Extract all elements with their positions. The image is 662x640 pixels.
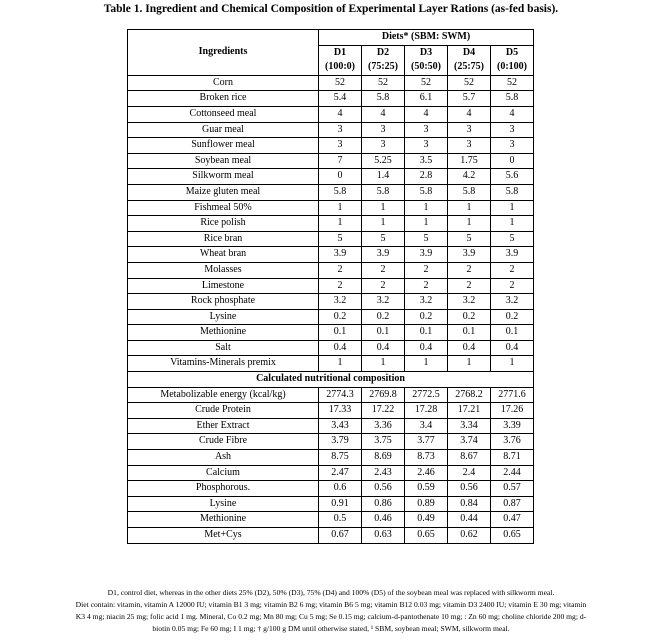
table-cell: 5: [319, 231, 362, 247]
table-cell: 3: [319, 122, 362, 138]
table-cell: 0.4: [448, 340, 491, 356]
table-cell: 0.4: [362, 340, 405, 356]
nutrition-row: [128, 528, 534, 544]
ingredient-row: [128, 91, 534, 107]
table-cell: 8.71: [491, 450, 534, 466]
table-cell: 3.2: [448, 294, 491, 310]
table-cell: 4: [405, 106, 448, 122]
table-cell: 0.44: [448, 512, 491, 528]
nutrition-row-label: Ash: [128, 450, 319, 466]
table-cell: 1: [405, 200, 448, 216]
table-cell: 2: [448, 278, 491, 294]
table-cell: 1: [491, 356, 534, 372]
table-cell: 0.62: [448, 528, 491, 544]
nutrition-row-label: Crude Protein: [128, 403, 319, 419]
nutrition-row: [128, 512, 534, 528]
table-cell: 0.1: [362, 325, 405, 341]
nutrition-row-label: Crude Fibre: [128, 434, 319, 450]
table-cell: 0.46: [362, 512, 405, 528]
diet-code: D5: [505, 46, 519, 58]
ingredient-row-label: Methionine: [128, 325, 319, 341]
nutrition-row: [128, 450, 534, 466]
table-cell: 0.2: [405, 309, 448, 325]
table-cell: 5.7: [448, 91, 491, 107]
table-cell: 0.2: [491, 309, 534, 325]
table-cell: 0.91: [319, 496, 362, 512]
table-cell: 1: [319, 216, 362, 232]
diet-column-header: [319, 45, 362, 75]
table-cell: 2.47: [319, 465, 362, 481]
table-cell: 5.8: [319, 184, 362, 200]
table-cell: 3: [362, 138, 405, 154]
footnote-line: K3 4 mg; niacin 25 mg; folic acid 1 mg. Mineral, Co 0.2 mg; Mn 80 mg; Cu 5 mg; Se 0.15 mg; calcium-d-pantothenate 10 mg; : Zn 60 mg; choline chloride 200 mg; d-: [75, 612, 587, 621]
table-cell: 0.65: [405, 528, 448, 544]
diet-code: D2: [376, 46, 390, 58]
diet-ratio: (0:100): [497, 61, 528, 73]
table-cell: 3.9: [448, 247, 491, 263]
table-cell: 3.39: [491, 418, 534, 434]
ingredient-row-label: Lysine: [128, 309, 319, 325]
ingredient-row: [128, 309, 534, 325]
table-cell: 1: [319, 200, 362, 216]
table-cell: 2.43: [362, 465, 405, 481]
table-cell: 2769.8: [362, 387, 405, 403]
ingredient-row-label: Rock phosphate: [128, 294, 319, 310]
table-cell: 0.4: [405, 340, 448, 356]
table-cell: 2772.5: [405, 387, 448, 403]
table-cell: 0.89: [405, 496, 448, 512]
ingredient-row: [128, 122, 534, 138]
table-cell: 3: [405, 122, 448, 138]
table-cell: 0.2: [362, 309, 405, 325]
table-cell: 0.1: [319, 325, 362, 341]
table-cell: 0.6: [319, 481, 362, 497]
ingredient-row-label: Silkworm meal: [128, 169, 319, 185]
nutrition-row: [128, 387, 534, 403]
table-cell: 3: [405, 138, 448, 154]
table-cell: 17.33: [319, 403, 362, 419]
diet-code: D3: [419, 46, 433, 58]
table-cell: 52: [448, 75, 491, 91]
table-cell: 3: [319, 138, 362, 154]
footnote-line: Diet contain: vitamin, vitamin A 12000 IU; vitamin B1 3 mg; vitamin B2 6 mg; vitamin B6 5 mg; vitamin B12 0.03 mg; vitamin D3 2400 IU; vitamin E 30 mg; vitamin: [75, 600, 587, 609]
ingredient-row: [128, 184, 534, 200]
table-cell: 3.77: [405, 434, 448, 450]
table-cell: 2.8: [405, 169, 448, 185]
nutrition-section-header: Calculated nutritional composition: [128, 372, 534, 388]
table-cell: 1: [319, 356, 362, 372]
diets-header: Diets* (SBM: SWM): [319, 30, 534, 46]
table-cell: 0.56: [362, 481, 405, 497]
table-cell: 2.46: [405, 465, 448, 481]
table-cell: 3.76: [491, 434, 534, 450]
table-cell: 0.2: [448, 309, 491, 325]
table-cell: 0.4: [319, 340, 362, 356]
table-cell: 0.1: [491, 325, 534, 341]
table-cell: 2: [405, 278, 448, 294]
table-cell: 3: [448, 122, 491, 138]
table-cell: 2: [319, 262, 362, 278]
table-cell: 0.65: [491, 528, 534, 544]
table-cell: 5.8: [448, 184, 491, 200]
table-cell: 1: [405, 356, 448, 372]
ingredient-row-label: Molasses: [128, 262, 319, 278]
table-cell: 4: [491, 106, 534, 122]
table-cell: 0.63: [362, 528, 405, 544]
ingredients-header: Ingredients: [128, 30, 319, 76]
ingredient-row-label: Vitamins-Minerals premix: [128, 356, 319, 372]
ingredient-row-label: Salt: [128, 340, 319, 356]
table-cell: 2: [405, 262, 448, 278]
ingredient-row: [128, 325, 534, 341]
diet-code: D4: [462, 46, 476, 58]
table-cell: 5.8: [362, 91, 405, 107]
table-cell: 2: [491, 262, 534, 278]
table-cell: 3.2: [319, 294, 362, 310]
table-cell: 0: [319, 169, 362, 185]
table-cell: 2: [362, 278, 405, 294]
diet-ratio: (100:0): [325, 61, 355, 73]
table-cell: 3: [362, 122, 405, 138]
ingredient-row: [128, 153, 534, 169]
ingredient-row: [128, 294, 534, 310]
table-cell: 3.79: [319, 434, 362, 450]
table-cell: 4.2: [448, 169, 491, 185]
ingredient-row-label: Rice polish: [128, 216, 319, 232]
table-cell: 3.36: [362, 418, 405, 434]
nutrition-row: [128, 418, 534, 434]
table-cell: 1: [405, 216, 448, 232]
footnote-line: D1, control diet, whereas in the other diets 25% (D2), 50% (D3), 75% (D4) and 100% (D5) of the soybean meal was replaced with silkworm meal.: [107, 588, 555, 597]
table-cell: 52: [491, 75, 534, 91]
nutrition-row: [128, 403, 534, 419]
diet-ratio: (50:50): [411, 61, 441, 73]
ingredient-row: [128, 262, 534, 278]
nutrition-row-label: Met+Cys: [128, 528, 319, 544]
diet-code: D1: [333, 46, 347, 58]
table-cell: 3.2: [362, 294, 405, 310]
table-cell: 0: [491, 153, 534, 169]
nutrition-row-label: Phosphorous.: [128, 481, 319, 497]
table-cell: 4: [362, 106, 405, 122]
table-cell: 0.49: [405, 512, 448, 528]
nutrition-row-label: Calcium: [128, 465, 319, 481]
table-cell: 3.4: [405, 418, 448, 434]
ingredient-row: [128, 106, 534, 122]
diet-column-header: [448, 45, 491, 75]
table-cell: 8.73: [405, 450, 448, 466]
table-cell: 3.2: [491, 294, 534, 310]
table-cell: 2: [491, 278, 534, 294]
ingredient-row-label: Limestone: [128, 278, 319, 294]
table-cell: 0.1: [448, 325, 491, 341]
table-cell: 8.67: [448, 450, 491, 466]
composition-table: [127, 29, 534, 544]
table-cell: 1: [491, 200, 534, 216]
table-cell: 2771.6: [491, 387, 534, 403]
table-cell: 0.56: [448, 481, 491, 497]
table-cell: 5.8: [491, 91, 534, 107]
nutrition-row-label: Ether Extract: [128, 418, 319, 434]
table-cell: 0.2: [319, 309, 362, 325]
ingredient-row-label: Guar meal: [128, 122, 319, 138]
table-cell: 0.67: [319, 528, 362, 544]
ingredient-row: [128, 340, 534, 356]
table-cell: 3.75: [362, 434, 405, 450]
table-cell: 1: [491, 216, 534, 232]
ingredient-row-label: Rice bran: [128, 231, 319, 247]
footnote-line: biotin 0.05 mg; Fe 60 mg; I 1 mg; † g/100 g DM until otherwise stated, ¹ SBM, soybean meal; SWM, silkworm meal.: [152, 624, 510, 633]
ingredient-row: [128, 169, 534, 185]
diet-ratio: (25:75): [454, 61, 484, 73]
table-cell: 5: [448, 231, 491, 247]
table-cell: 5.8: [405, 184, 448, 200]
table-cell: 1: [448, 216, 491, 232]
table-cell: 17.22: [362, 403, 405, 419]
ingredient-row-label: Broken rice: [128, 91, 319, 107]
table-cell: 52: [405, 75, 448, 91]
table-cell: 3.2: [405, 294, 448, 310]
ingredient-row: [128, 200, 534, 216]
ingredient-row-label: Soybean meal: [128, 153, 319, 169]
table-cell: 3: [491, 122, 534, 138]
table-cell: 5.4: [319, 91, 362, 107]
table-cell: 7: [319, 153, 362, 169]
ingredient-row: [128, 247, 534, 263]
table-cell: 0.1: [405, 325, 448, 341]
ingredient-row: [128, 356, 534, 372]
ingredient-row-label: Cottonseed meal: [128, 106, 319, 122]
ingredient-row: [128, 138, 534, 154]
ingredient-row-label: Corn: [128, 75, 319, 91]
table-cell: 1: [362, 356, 405, 372]
table-cell: 0.47: [491, 512, 534, 528]
table-cell: 1: [362, 216, 405, 232]
ingredient-row: [128, 231, 534, 247]
table-cell: 1.75: [448, 153, 491, 169]
table-cell: 2: [362, 262, 405, 278]
table-cell: 3.9: [405, 247, 448, 263]
table-cell: 3.9: [362, 247, 405, 263]
table-cell: 2.4: [448, 465, 491, 481]
table-cell: 8.75: [319, 450, 362, 466]
nutrition-row: [128, 465, 534, 481]
table-cell: 17.28: [405, 403, 448, 419]
table-cell: 3.9: [491, 247, 534, 263]
table-cell: 6.1: [405, 91, 448, 107]
table-cell: 4: [319, 106, 362, 122]
nutrition-row: [128, 496, 534, 512]
table-cell: 2: [448, 262, 491, 278]
table-cell: 3.34: [448, 418, 491, 434]
table-cell: 1: [448, 200, 491, 216]
diet-column-header: [405, 45, 448, 75]
table-cell: 2768.2: [448, 387, 491, 403]
table-cell: 3.43: [319, 418, 362, 434]
nutrition-row-label: Metabolizable energy (kcal/kg): [128, 387, 319, 403]
diet-column-header: [491, 45, 534, 75]
table-cell: 0.86: [362, 496, 405, 512]
ingredient-row-label: Sunflower meal: [128, 138, 319, 154]
table-cell: 1.4: [362, 169, 405, 185]
ingredient-row-label: Fishmeal 50%: [128, 200, 319, 216]
table-cell: 0.4: [491, 340, 534, 356]
table-cell: 1: [448, 356, 491, 372]
diet-column-header: [362, 45, 405, 75]
ingredient-row-label: Wheat bran: [128, 247, 319, 263]
table-cell: 0.59: [405, 481, 448, 497]
table-cell: 5: [362, 231, 405, 247]
table-cell: 0.5: [319, 512, 362, 528]
table-cell: 5.8: [362, 184, 405, 200]
table-cell: 3.74: [448, 434, 491, 450]
table-cell: 3.5: [405, 153, 448, 169]
table-cell: 4: [448, 106, 491, 122]
table-cell: 2.44: [491, 465, 534, 481]
table-cell: 0.84: [448, 496, 491, 512]
nutrition-row-label: Lysine: [128, 496, 319, 512]
table-cell: 2: [319, 278, 362, 294]
table-cell: 0.57: [491, 481, 534, 497]
table-cell: 17.26: [491, 403, 534, 419]
table-cell: 52: [319, 75, 362, 91]
table-cell: 5.8: [491, 184, 534, 200]
table-cell: 17.21: [448, 403, 491, 419]
ingredient-row: [128, 216, 534, 232]
table-cell: 8.69: [362, 450, 405, 466]
table-cell: 5: [491, 231, 534, 247]
nutrition-row: [128, 481, 534, 497]
nutrition-row: [128, 434, 534, 450]
ingredient-row: [128, 75, 534, 91]
table-cell: 5.6: [491, 169, 534, 185]
diet-ratio: (75:25): [368, 61, 398, 73]
table-title: Table 1. Ingredient and Chemical Composition of Experimental Layer Rations (as-fed basis).: [103, 3, 559, 15]
table-cell: 1: [362, 200, 405, 216]
table-cell: 3.9: [319, 247, 362, 263]
table-cell: 52: [362, 75, 405, 91]
table-cell: 5: [405, 231, 448, 247]
ingredient-row: [128, 278, 534, 294]
nutrition-row-label: Methionine: [128, 512, 319, 528]
ingredient-row-label: Maize gluten meal: [128, 184, 319, 200]
table-cell: 3: [491, 138, 534, 154]
table-cell: 5.25: [362, 153, 405, 169]
table-cell: 0.87: [491, 496, 534, 512]
table-cell: 3: [448, 138, 491, 154]
table-cell: 2774.3: [319, 387, 362, 403]
